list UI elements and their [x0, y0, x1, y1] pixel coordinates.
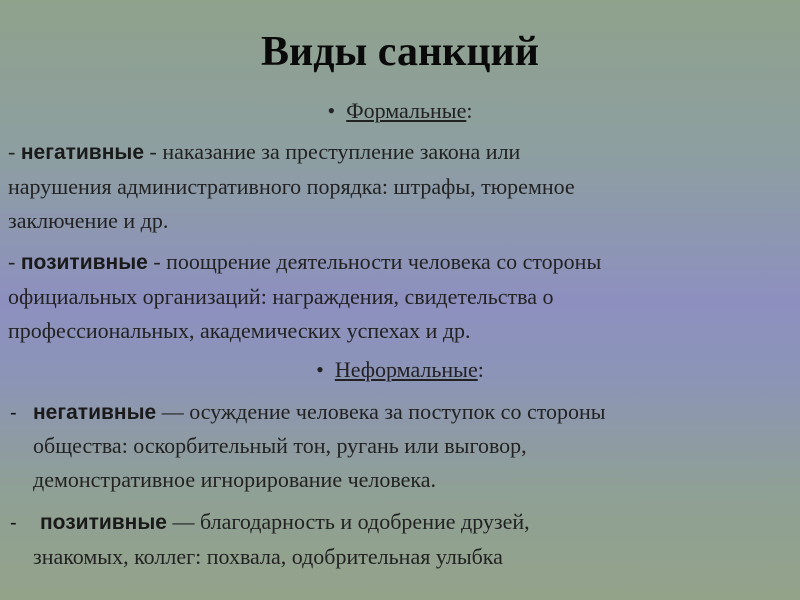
informal-heading-colon: : — [477, 357, 484, 382]
formal-negative-line-2: нарушения административного порядка: штрафы, тюремное — [8, 174, 575, 199]
formal-negative-line-1 — [8, 135, 520, 170]
bullet-icon: • — [316, 357, 324, 382]
informal-positive-line-2: знакомых, коллег: похвала, одобрительная улыбка — [33, 544, 503, 569]
informal-heading-label: Неформальные — [334, 357, 478, 382]
formal-positive-line-3: профессиональных, академических успехах и др. — [8, 318, 471, 343]
formal-positive-text-1: - поощрение деятельности человека со стороны — [147, 249, 602, 274]
formal-heading — [0, 94, 800, 128]
informal-positive-text-1: — благодарность и одобрение друзей, — [166, 509, 530, 534]
formal-positive-term: позитивные — [20, 251, 148, 274]
informal-negative-term: негативные — [33, 401, 157, 424]
informal-heading — [0, 353, 800, 387]
informal-negative-text-1: — осуждение человека за поступок со стороны — [156, 399, 606, 424]
informal-positive-term: позитивные — [40, 511, 167, 534]
formal-negative-term: негативные — [20, 141, 145, 164]
dash-icon: - — [10, 512, 17, 534]
informal-negative-line-2: общества: оскорбительный тон, ругань или выговор, — [33, 433, 527, 458]
dash-icon: - — [10, 402, 17, 424]
informal-negative-line-1 — [33, 395, 606, 430]
formal-negative-line-3: заключение и др. — [8, 208, 169, 233]
informal-negative-line-3: демонстративное игнорирование человека. — [33, 467, 437, 492]
formal-heading-label: Формальные — [346, 98, 467, 123]
slide-title: Виды санкций — [261, 29, 539, 75]
formal-positive-line-1 — [8, 245, 601, 280]
formal-positive-line-2: официальных организаций: награждения, свидетельства о — [8, 284, 554, 309]
formal-negative-prefix: - — [8, 139, 21, 164]
formal-heading-colon: : — [466, 98, 473, 123]
informal-positive-line-1 — [40, 505, 530, 540]
formal-positive-prefix: - — [8, 249, 21, 274]
bullet-icon: • — [327, 98, 336, 123]
formal-negative-text-1: - наказание за преступление закона или — [144, 139, 521, 164]
